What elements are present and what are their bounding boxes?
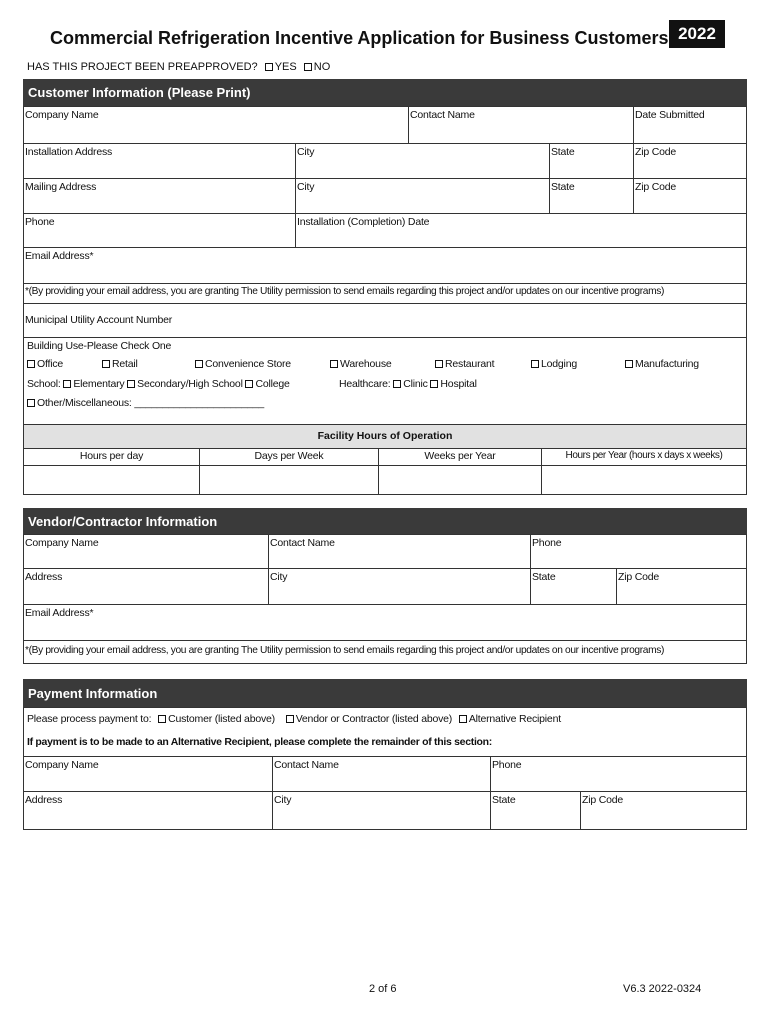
preapproved-label: HAS THIS PROJECT BEEN PREAPPROVED? — [27, 61, 258, 73]
field-label: Company Name — [25, 109, 99, 121]
option-label: Warehouse — [340, 358, 392, 370]
no-label: NO — [313, 61, 331, 73]
field-label: Contact Name — [410, 109, 475, 121]
field-label: Address — [25, 794, 63, 806]
customer-phone-field[interactable] — [23, 213, 296, 248]
payment-zip-field[interactable] — [580, 791, 747, 830]
field-label: Zip Code — [635, 181, 677, 193]
yes-label: YES — [274, 61, 297, 73]
page-number: 2 of 6 — [369, 983, 397, 995]
hospital-checkbox[interactable] — [430, 380, 438, 388]
hours-per-day-header: Hours per day — [23, 448, 200, 466]
option-label: Retail — [112, 358, 138, 370]
installation-zip-field[interactable] — [633, 143, 747, 179]
field-label: Mailing Address — [25, 181, 97, 193]
checkbox[interactable] — [625, 360, 633, 368]
account-number-field[interactable] — [23, 303, 747, 338]
use-office-option[interactable] — [27, 358, 63, 370]
field-label: Zip Code — [582, 794, 624, 806]
mailing-state-field[interactable] — [549, 178, 634, 214]
use-lodging-option[interactable] — [531, 358, 577, 370]
vendor-contact-name-field[interactable] — [268, 534, 531, 569]
vendor-email-field[interactable] — [23, 604, 747, 641]
customer-email-note: *(By providing your email address, you are granting The Utility permission to send emails regarding this project and/or updates on our incentive programs) — [23, 283, 747, 304]
installation-city-field[interactable] — [295, 143, 550, 179]
date-submitted-field[interactable] — [633, 106, 747, 144]
checkbox[interactable] — [27, 399, 35, 407]
payment-contact-name-field[interactable] — [272, 756, 491, 792]
checkbox[interactable] — [195, 360, 203, 368]
checkbox[interactable] — [435, 360, 443, 368]
option-label: Alternative Recipient — [468, 713, 561, 725]
hours-per-year-input[interactable] — [541, 465, 747, 495]
mailing-zip-field[interactable] — [633, 178, 747, 214]
use-restaurant-option[interactable] — [435, 358, 494, 370]
checkbox[interactable] — [102, 360, 110, 368]
no-checkbox[interactable] — [304, 63, 312, 71]
field-label: Zip Code — [618, 571, 660, 583]
field-label: Email Address* — [25, 607, 94, 619]
vendor-section-heading: Vendor/Contractor Information — [23, 508, 747, 535]
year-badge: 2022 — [669, 20, 725, 48]
secondary-checkbox[interactable] — [127, 380, 135, 388]
vendor-phone-field[interactable] — [530, 534, 747, 569]
pay-alternative-checkbox[interactable] — [459, 715, 467, 723]
payment-address-field[interactable] — [23, 791, 273, 830]
healthcare-label: Healthcare: — [339, 378, 391, 390]
weeks-per-year-input[interactable] — [378, 465, 542, 495]
field-label: State — [551, 146, 575, 158]
option-label: Customer (listed above) — [168, 713, 275, 725]
payment-state-field[interactable] — [490, 791, 581, 830]
field-label: City — [274, 794, 292, 806]
checkbox[interactable] — [27, 360, 35, 368]
college-checkbox[interactable] — [245, 380, 253, 388]
field-label: City — [297, 181, 315, 193]
version-label: V6.3 2022-0324 — [623, 983, 702, 995]
field-label: Municipal Utility Account Number — [25, 314, 173, 326]
vendor-company-name-field[interactable] — [23, 534, 269, 569]
school-options — [27, 378, 290, 390]
option-label: Manufacturing — [635, 358, 699, 370]
field-label: Zip Code — [635, 146, 677, 158]
field-label: Contact Name — [270, 537, 335, 549]
building-use-label: Building Use-Please Check One — [27, 340, 172, 352]
vendor-city-field[interactable] — [268, 568, 531, 605]
field-label: Company Name — [25, 537, 99, 549]
field-label: Contact Name — [274, 759, 339, 771]
mailing-city-field[interactable] — [295, 178, 550, 214]
option-label: Secondary/High School — [137, 378, 243, 390]
customer-section-heading: Customer Information (Please Print) — [23, 79, 747, 107]
installation-address-field[interactable] — [23, 143, 296, 179]
healthcare-options — [339, 378, 477, 390]
payment-options-line — [27, 713, 561, 725]
checkbox[interactable] — [531, 360, 539, 368]
customer-company-name-field[interactable] — [23, 106, 409, 144]
use-retail-option[interactable] — [102, 358, 138, 370]
use-convenience-option[interactable] — [195, 358, 291, 370]
option-label: Lodging — [541, 358, 577, 370]
field-label: State — [492, 794, 516, 806]
preapproved-question — [27, 61, 330, 73]
field-label: Phone — [492, 759, 522, 771]
page-title: Commercial Refrigeration Incentive Application for Business Customers — [50, 28, 669, 48]
field-label: Company Name — [25, 759, 99, 771]
installation-state-field[interactable] — [549, 143, 634, 179]
field-label: State — [532, 571, 556, 583]
pay-vendor-checkbox[interactable] — [286, 715, 294, 723]
yes-checkbox[interactable] — [265, 63, 273, 71]
weeks-per-year-header: Weeks per Year — [378, 448, 542, 466]
mailing-address-field[interactable] — [23, 178, 296, 214]
checkbox[interactable] — [330, 360, 338, 368]
other-option[interactable] — [27, 397, 264, 409]
payment-section-heading: Payment Information — [23, 679, 747, 708]
vendor-email-note: *(By providing your email address, you are granting The Utility permission to send emails regarding this project and/or updates on our incentive programs) — [23, 640, 747, 664]
payment-city-field[interactable] — [272, 791, 491, 830]
option-label: Hospital — [440, 378, 477, 390]
field-label: City — [270, 571, 288, 583]
field-label: Installation (Completion) Date — [297, 216, 430, 228]
option-label: Vendor or Contractor (listed above) — [295, 713, 453, 725]
payment-phone-field[interactable] — [490, 756, 747, 792]
elementary-checkbox[interactable] — [63, 380, 71, 388]
option-label: Other/Miscellaneous: _______________________ — [37, 397, 265, 409]
field-label: City — [297, 146, 315, 158]
clinic-checkbox[interactable] — [393, 380, 401, 388]
option-label: Restaurant — [445, 358, 495, 370]
hours-per-day-input[interactable] — [23, 465, 200, 495]
install-completion-date-field[interactable] — [295, 213, 747, 248]
use-manufacturing-option[interactable] — [625, 358, 699, 370]
field-label: Installation Address — [25, 146, 113, 158]
option-label: College — [255, 378, 290, 390]
facility-hours-heading: Facility Hours of Operation — [23, 424, 747, 449]
field-label: Phone — [25, 216, 55, 228]
payment-company-name-field[interactable] — [23, 756, 273, 792]
pay-customer-checkbox[interactable] — [158, 715, 166, 723]
school-label: School: — [27, 378, 61, 390]
days-per-week-header: Days per Week — [199, 448, 379, 466]
customer-contact-name-field[interactable] — [408, 106, 634, 144]
field-label: Phone — [532, 537, 562, 549]
hours-per-year-header: Hours per Year (hours x days x weeks) — [541, 448, 747, 466]
field-label: Address — [25, 571, 63, 583]
option-label: Elementary — [73, 378, 125, 390]
option-label: Clinic — [403, 378, 428, 390]
alt-recipient-note: If payment is to be made to an Alternative Recipient, please complete the remainder of this section: — [27, 736, 492, 748]
option-label: Convenience Store — [205, 358, 291, 370]
vendor-zip-field[interactable] — [616, 568, 747, 605]
process-to-label: Please process payment to: — [27, 713, 152, 725]
option-label: Office — [37, 358, 64, 370]
field-label: Date Submitted — [635, 109, 705, 121]
use-warehouse-option[interactable] — [330, 358, 392, 370]
vendor-state-field[interactable] — [530, 568, 617, 605]
field-label: State — [551, 181, 575, 193]
field-label: Email Address* — [25, 250, 94, 262]
customer-email-field[interactable] — [23, 247, 747, 284]
vendor-address-field[interactable] — [23, 568, 269, 605]
days-per-week-input[interactable] — [199, 465, 379, 495]
